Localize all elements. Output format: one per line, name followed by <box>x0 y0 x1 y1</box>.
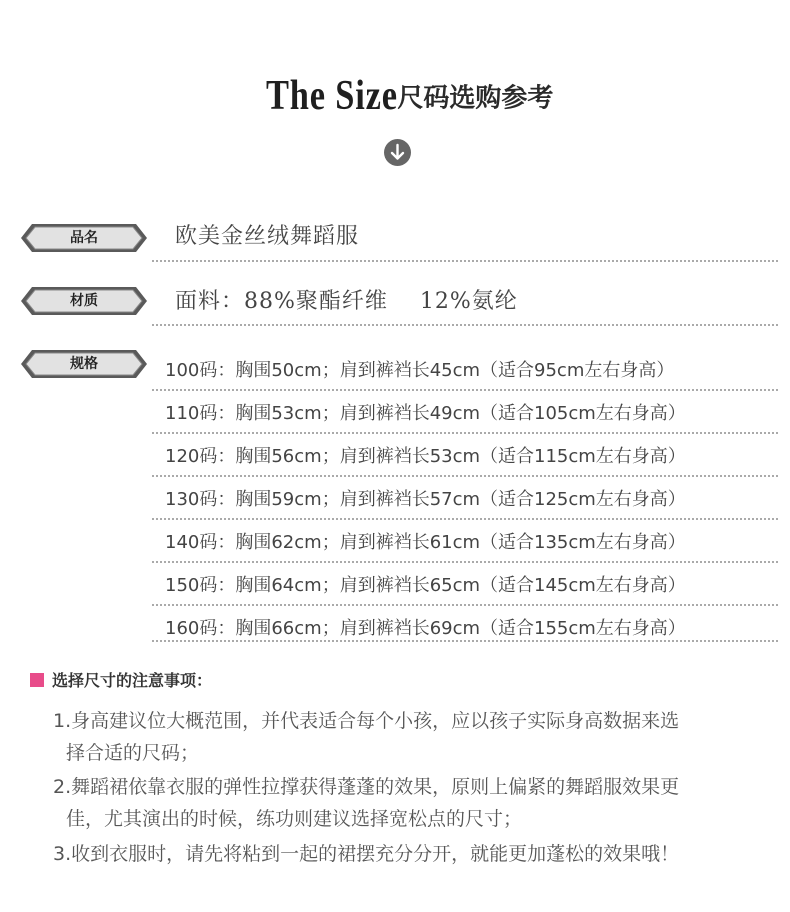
badge-label: 规格 <box>70 356 98 372</box>
badge-label: 品名 <box>70 230 98 246</box>
badge-material <box>20 286 148 316</box>
notes-heading-text: 选择尺寸的注意事项： <box>52 671 213 690</box>
title-english: The Size <box>265 73 398 119</box>
divider <box>152 324 778 326</box>
size-row: 160码：胸围66cm；肩到裤裆长69cm（适合155cm左右身高） <box>165 618 686 639</box>
divider <box>152 518 778 520</box>
page-title <box>0 72 790 120</box>
note-line: 佳，尤其演出的时候，练功则建议选择宽松点的尺寸； <box>66 808 523 830</box>
badge-spec <box>20 349 148 379</box>
note-item <box>53 705 768 769</box>
size-row: 110码：胸围53cm；肩到裤裆长49cm（适合105cm左右身高） <box>165 403 686 424</box>
divider <box>152 260 778 262</box>
note-line: 2.舞蹈裙依靠衣服的弹性拉撑获得蓬蓬的效果，原则上偏紧的舞蹈服效果更 <box>53 776 680 798</box>
note-line: 3.收到衣服时，请先将粘到一起的裙摆充分分开，就能更加蓬松的效果哦！ <box>53 843 680 865</box>
arrow-down-circle-icon <box>384 139 411 166</box>
note-item <box>53 771 768 835</box>
note-line: 1.身高建议位大概范围，并代表适合每个小孩，应以孩子实际身高数据来选 <box>53 710 680 732</box>
badge-label: 材质 <box>70 293 98 309</box>
badge-product-name <box>20 223 148 253</box>
size-row: 130码：胸围59cm；肩到裤裆长57cm（适合125cm左右身高） <box>165 489 686 510</box>
notes-heading <box>30 668 212 691</box>
note-item <box>53 838 768 870</box>
size-row: 140码：胸围62cm；肩到裤裆长61cm（适合135cm左右身高） <box>165 532 686 553</box>
size-row: 120码：胸围56cm；肩到裤裆长53cm（适合115cm左右身高） <box>165 446 686 467</box>
divider <box>152 561 778 563</box>
size-row: 150码：胸围64cm；肩到裤裆长65cm（适合145cm左右身高） <box>165 575 686 596</box>
size-row: 100码：胸围50cm；肩到裤裆长45cm（适合95cm左右身高） <box>165 360 675 381</box>
divider <box>152 475 778 477</box>
square-bullet-icon <box>30 673 44 687</box>
divider <box>152 640 778 642</box>
divider <box>152 432 778 434</box>
divider <box>152 389 778 391</box>
product-name-value: 欧美金丝绒舞蹈服 <box>175 224 360 249</box>
divider <box>152 604 778 606</box>
material-value: 面料：88%聚酯纤维 12%氨纶 <box>175 289 518 314</box>
title-chinese: 尺码选购参考 <box>397 83 554 114</box>
note-line: 择合适的尺码； <box>66 742 200 764</box>
